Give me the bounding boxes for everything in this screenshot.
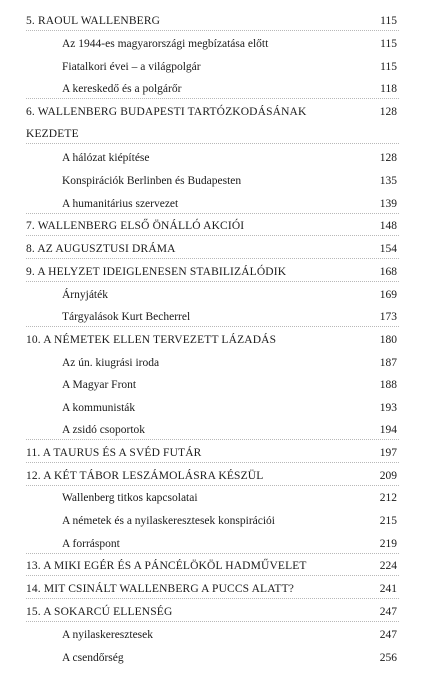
page-number: 115 (380, 38, 397, 50)
page-number: 241 (379, 583, 397, 595)
divider (26, 326, 399, 327)
chapter-title: 11. A TAURUS ÉS A SVÉD FUTÁR (26, 447, 202, 459)
divider (26, 462, 399, 463)
divider (26, 439, 399, 440)
page-number: 224 (379, 560, 397, 572)
section-title: A zsidó csoportok (62, 424, 146, 436)
divider (26, 281, 399, 282)
page-number: 148 (379, 220, 397, 232)
page-number: 188 (379, 379, 397, 391)
page-number: 193 (379, 402, 397, 414)
chapter-title: KEZDETE (26, 128, 79, 140)
section-title: Tárgyalások Kurt Becherrel (62, 311, 191, 323)
chapter-title: 5. RAOUL WALLENBERG (26, 15, 161, 27)
section-title: Fiatalkori évei – a világpolgár (62, 61, 201, 73)
chapter-title: 6. WALLENBERG BUDAPESTI TARTÓZKODÁSÁNAK (26, 106, 307, 118)
page-number: 219 (379, 538, 397, 550)
page-number: 247 (379, 629, 397, 641)
page-number: 209 (379, 470, 397, 482)
page-number: 187 (379, 357, 397, 369)
section-title: Wallenberg titkos kapcsolatai (62, 492, 198, 504)
page-number: 135 (379, 175, 397, 187)
divider (26, 213, 399, 214)
page-number: 154 (379, 243, 397, 255)
section-title: Az ún. kiugrási iroda (62, 357, 160, 369)
chapter-title: 9. A HELYZET IDEIGLENESEN STABILIZÁLÓDIK (26, 266, 287, 278)
divider (26, 98, 399, 99)
page-number: 128 (379, 106, 397, 118)
page-number: 215 (379, 515, 397, 527)
section-title: A csendőrség (62, 652, 124, 664)
page-number: 168 (379, 266, 397, 278)
divider (26, 143, 399, 144)
section-title: A nyilaskeresztesek (62, 629, 154, 641)
chapter-title: 13. A MIKI EGÉR ÉS A PÁNCÉLÖKÖL HADMŰVELET (26, 560, 307, 572)
page-number: 247 (379, 606, 397, 618)
page-number: 169 (379, 289, 397, 301)
page-number: 139 (379, 198, 397, 210)
chapter-title: 12. A KÉT TÁBOR LESZÁMOLÁSRA KÉSZÜL (26, 470, 264, 482)
section-title: A kereskedő és a polgárőr (62, 83, 182, 95)
page-number: 197 (379, 447, 397, 459)
section-title: Árnyjáték (62, 289, 108, 301)
section-title: Az 1944-es magyarországi megbízatása előtt (62, 38, 269, 50)
divider (26, 258, 399, 259)
section-title: A humanitárius szervezet (62, 198, 179, 210)
chapter-title: 10. A NÉMETEK ELLEN TERVEZETT LÁZADÁS (26, 334, 277, 346)
page-number: 173 (379, 311, 397, 323)
section-title: A kommunisták (62, 402, 136, 414)
section-title: A Magyar Front (62, 379, 137, 391)
page-number: 212 (379, 492, 397, 504)
page-number: 128 (379, 152, 397, 164)
divider (26, 235, 399, 236)
section-title: Konspirációk Berlinben és Budapesten (62, 175, 242, 187)
page-number: 180 (379, 334, 397, 346)
divider (26, 621, 399, 622)
divider (26, 553, 399, 554)
divider (26, 575, 399, 576)
divider (26, 598, 399, 599)
divider (26, 30, 399, 31)
section-title: A forráspont (62, 538, 120, 550)
chapter-title: 7. WALLENBERG ELSŐ ÖNÁLLÓ AKCIÓI (26, 220, 245, 232)
page-number: 115 (380, 15, 397, 27)
chapter-title: 8. AZ AUGUSZTUSI DRÁMA (26, 243, 176, 255)
section-title: A németek és a nyilaskeresztesek konspirációi (62, 515, 275, 527)
divider (26, 485, 399, 486)
page-number: 118 (380, 83, 397, 95)
page-number: 194 (379, 424, 397, 436)
page-number: 115 (380, 61, 397, 73)
page-number: 256 (379, 652, 397, 664)
section-title: A hálózat kiépítése (62, 152, 150, 164)
chapter-title: 14. MIT CSINÁLT WALLENBERG A PUCCS ALATT? (26, 583, 295, 595)
chapter-title: 15. A SOKARCÚ ELLENSÉG (26, 606, 173, 618)
